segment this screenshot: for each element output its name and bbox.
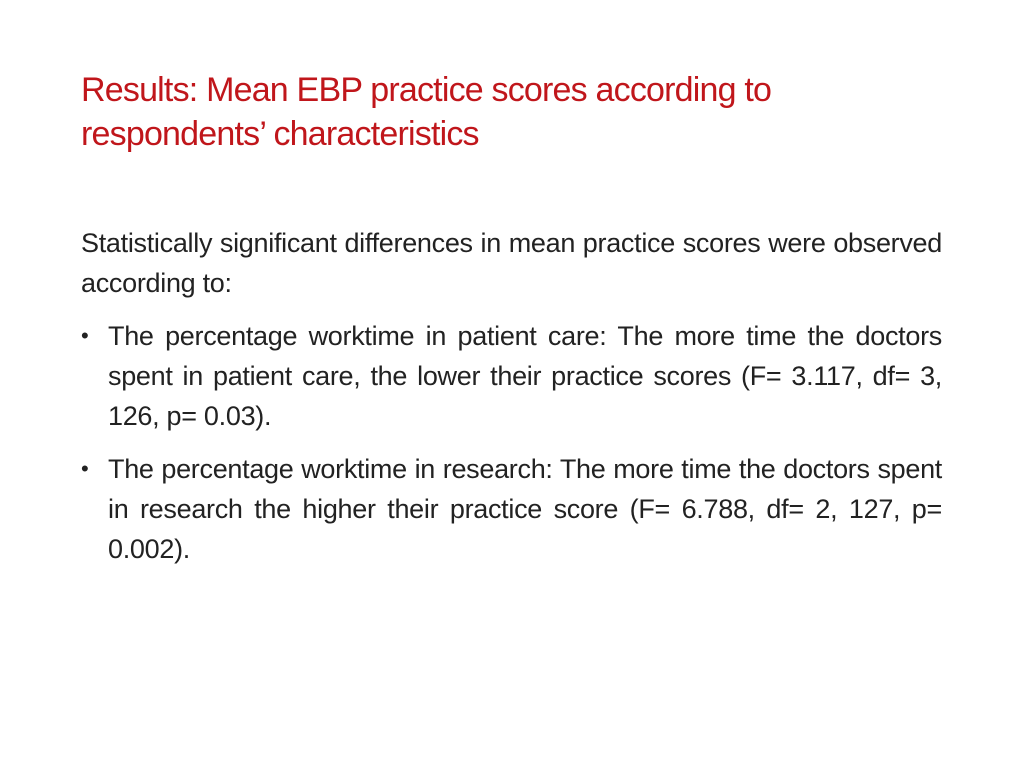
slide-body xyxy=(81,223,942,582)
bullet-text: The percentage worktime in research: The more time the doctors spent in research the higher their practice score (F= 6.788, df= 2, 127, p= 0.002). xyxy=(108,454,942,564)
bullet-text: The percentage worktime in patient care: The more time the doctors spent in patient care, the lower their practice scores (F= 3.117, df= 3, 126, p= 0.03). xyxy=(108,321,942,431)
bullet-item-patient-care xyxy=(81,316,942,436)
bullet-icon: • xyxy=(81,456,89,481)
bullet-icon: • xyxy=(81,323,89,348)
intro-paragraph: Statistically significant differences in mean practice scores were observed according to: xyxy=(81,228,942,298)
bullet-item-research xyxy=(81,449,942,569)
bullet-list xyxy=(81,316,942,569)
slide-title: Results: Mean EBP practice scores according to respondents’ characteristics xyxy=(81,71,772,153)
